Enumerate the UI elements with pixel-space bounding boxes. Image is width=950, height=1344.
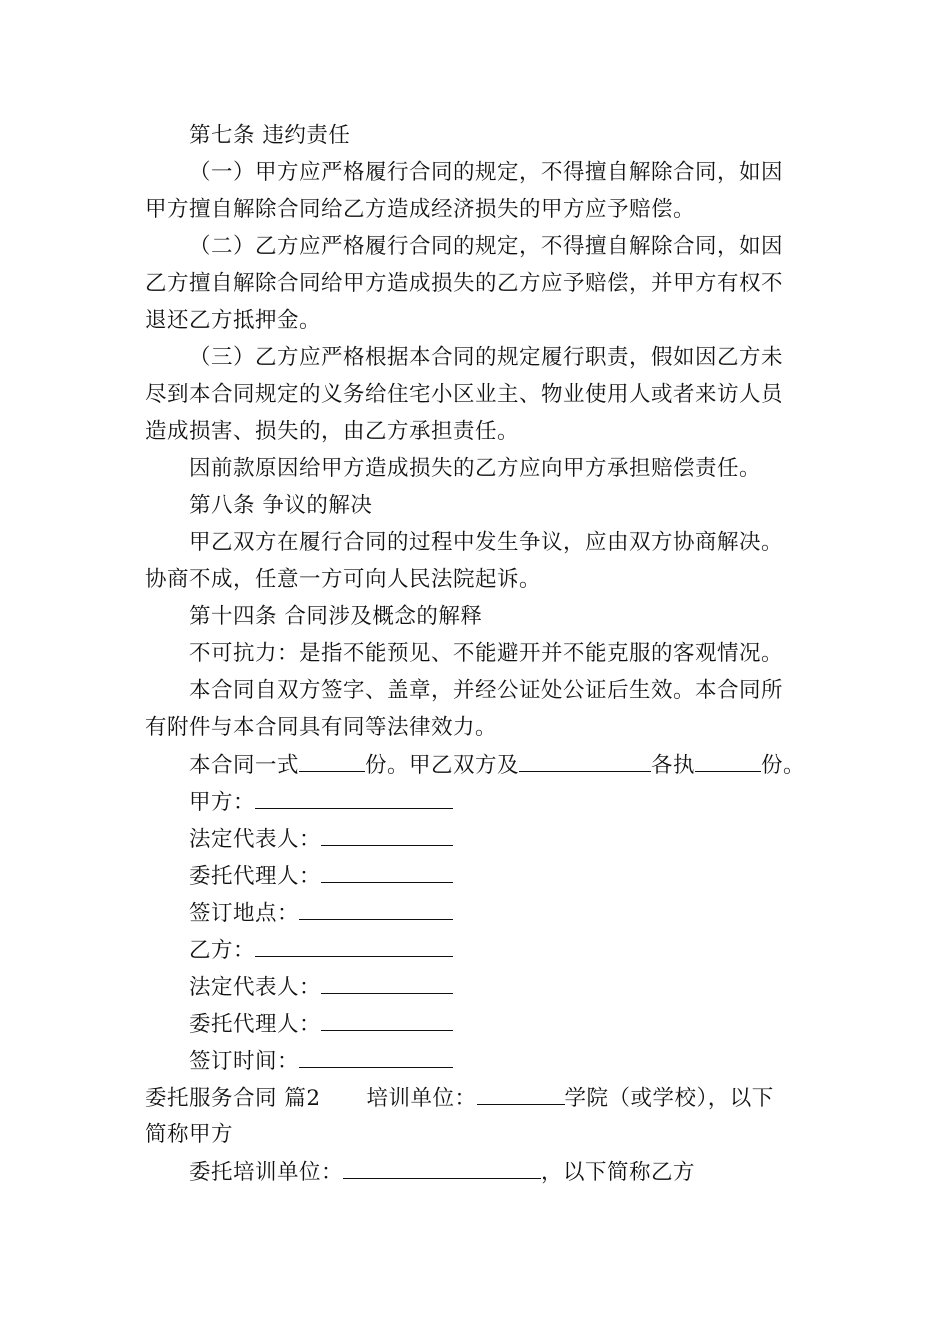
copies-text-3: 各执	[651, 753, 696, 778]
contract-2-heading-line	[145, 1079, 807, 1116]
article-7-clause-2-line-1: （二）乙方应严格履行合同的规定，不得擅自解除合同，如因	[189, 234, 784, 259]
party-b-blank[interactable]	[255, 931, 453, 957]
article-14-force-majeure: 不可抗力：是指不能预见、不能避开并不能克服的客观情况。	[189, 641, 784, 666]
document-body	[145, 117, 807, 1190]
party-b-label: 乙方：	[189, 938, 256, 963]
legal-rep-a-blank[interactable]	[321, 820, 453, 846]
article-7-clause-2-line-3: 退还乙方抵押金。	[145, 308, 322, 333]
article-8-title: 第八条 争议的解决	[189, 493, 373, 518]
article-14-title: 第十四条 合同涉及概念的解释	[189, 604, 483, 629]
copies-count-blank[interactable]	[299, 746, 365, 772]
copies-holder-blank[interactable]	[519, 746, 651, 772]
agent-b-label: 委托代理人：	[189, 1012, 322, 1037]
entrusting-unit-line	[145, 1153, 807, 1190]
article-14-effective-line-2: 有附件与本合同具有同等法律效力。	[145, 715, 498, 740]
copies-text-4: 份。	[761, 753, 806, 778]
entrusting-unit-label: 委托培训单位：	[189, 1160, 344, 1185]
article-8-paragraph-line-1: 甲乙双方在履行合同的过程中发生争议，应由双方协商解决。	[189, 530, 784, 555]
article-7-clause-3-line-3: 造成损害、损失的，由乙方承担责任。	[145, 419, 520, 444]
contract-2-party-a-note: 简称甲方	[145, 1122, 234, 1147]
article-7-clause-3-line-1: （三）乙方应严格根据本合同的规定履行职责，假如因乙方未	[189, 345, 784, 370]
sign-place-blank[interactable]	[299, 894, 453, 920]
agent-a-label: 委托代理人：	[189, 864, 322, 889]
legal-rep-a-line	[145, 820, 807, 857]
article-14-effective-line-1: 本合同自双方签字、盖章，并经公证处公证后生效。本合同所	[189, 678, 784, 703]
article-7-title: 第七条 违约责任	[189, 123, 351, 148]
party-a-line	[145, 783, 807, 820]
article-7-clause-1-line-2: 甲方擅自解除合同给乙方造成经济损失的甲方应予赔偿。	[145, 197, 696, 222]
party-a-blank[interactable]	[255, 783, 453, 809]
party-a-label: 甲方：	[189, 790, 256, 815]
article-7-clause-2-line-2: 乙方擅自解除合同给甲方造成损失的乙方应予赔偿，并甲方有权不	[145, 271, 784, 296]
article-8-paragraph-line-2: 协商不成，任意一方可向人民法院起诉。	[145, 567, 542, 592]
agent-b-blank[interactable]	[321, 1005, 453, 1031]
contract-2-heading: 委托服务合同 篇2	[145, 1086, 321, 1111]
article-7-clause-3-line-2: 尽到本合同规定的义务给住宅小区业主、物业使用人或者来访人员	[145, 382, 784, 407]
agent-a-blank[interactable]	[321, 857, 453, 883]
training-unit-blank[interactable]	[477, 1079, 565, 1105]
legal-rep-a-label: 法定代表人：	[189, 827, 322, 852]
legal-rep-b-line	[145, 968, 807, 1005]
training-unit-suffix: 学院（或学校），以下	[564, 1086, 774, 1111]
sign-place-line	[145, 894, 807, 931]
article-7-paragraph-4: 因前款原因给甲方造成损失的乙方应向甲方承担赔偿责任。	[189, 456, 762, 481]
copies-each-blank[interactable]	[695, 746, 761, 772]
article-7-clause-1-line-1: （一）甲方应严格履行合同的规定，不得擅自解除合同，如因	[189, 160, 784, 185]
party-b-line	[145, 931, 807, 968]
agent-b-line	[145, 1005, 807, 1042]
sign-time-blank[interactable]	[299, 1042, 453, 1068]
sign-time-label: 签订时间：	[189, 1049, 300, 1074]
legal-rep-b-label: 法定代表人：	[189, 975, 322, 1000]
training-unit-label: 培训单位：	[366, 1086, 477, 1111]
legal-rep-b-blank[interactable]	[321, 968, 453, 994]
agent-a-line	[145, 857, 807, 894]
sign-place-label: 签订地点：	[189, 901, 300, 926]
entrusting-unit-suffix: ，以下简称乙方	[541, 1160, 696, 1185]
sign-time-line	[145, 1042, 807, 1079]
copies-line	[145, 746, 807, 783]
copies-text-1: 本合同一式	[189, 753, 300, 778]
copies-text-2: 份。甲乙双方及	[365, 753, 520, 778]
entrusting-unit-blank[interactable]	[343, 1153, 541, 1179]
